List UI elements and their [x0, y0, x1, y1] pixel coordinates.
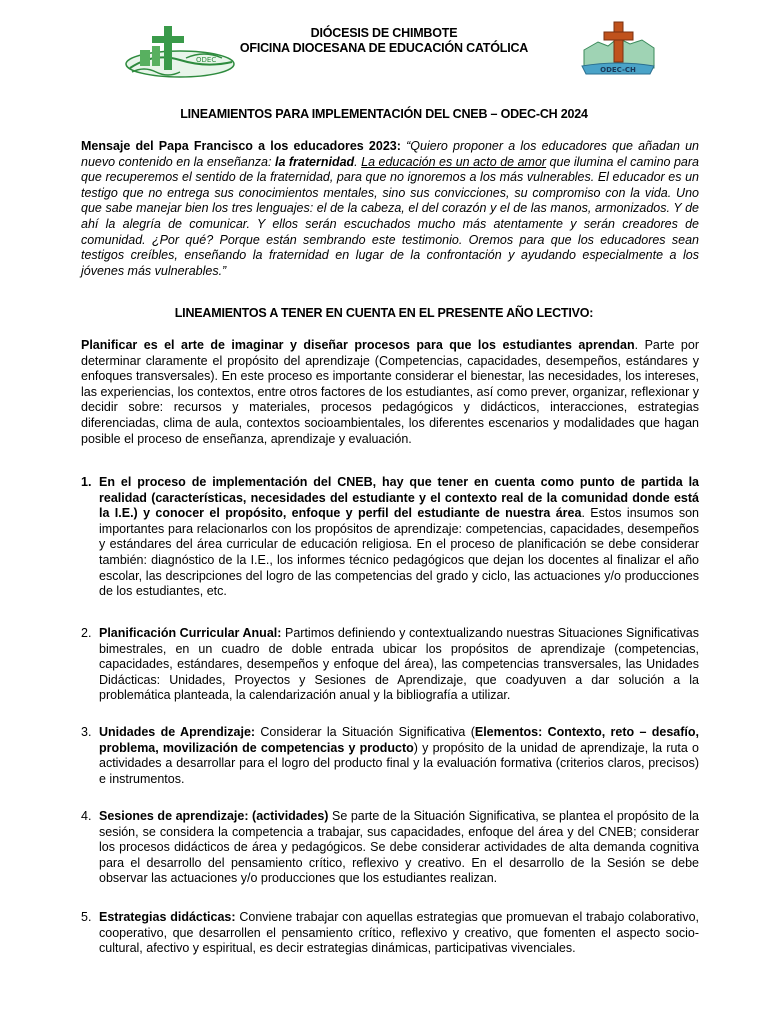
message-underlined: La educación es un acto de amor: [361, 154, 547, 169]
item-text: Se parte de la Situación Significativa, se plantea el propósito de la sesión, se considera la competencia a trabajar, sus capacidades, enfoque del área y del CNEB; considerar los procesos didácticos de área y pedagógicos. Se debe considerar actividades de alta demanda cognitiva para el desarrollo del pensamiento crítico, reflexivo y creativo. En el desarrollo de la Sesión se debe observar las actuaciones y/o producciones que los estudiantes realizan.: [99, 809, 699, 886]
message-lead: Mensaje del Papa Francisco a los educadores 2023:: [81, 139, 401, 153]
intro-text: . Parte por determinar claramente el propósito del aprendizaje (Competencias, capacidades, desempeños, estándares y enfoques transversales). En este proceso es importante considerar el bienestar, las necesidades, los intereses, las experiencias, los contextos, entre otros factores de los estudiantes, así como prever, organizar, reflexionar y decidir sobre: recursos y materiales, procesos pedagógicos y didácticos, interacciones, estrategias diferenciadas, clima de aula, contextos socioambientales, los diferentes escenarios y modalidades que hagan posible el proceso de enseñanza, aprendizaje y evaluación.: [81, 338, 699, 446]
item-heading: Unidades de Aprendizaje:: [99, 725, 256, 739]
header-diocese: DIÓCESIS DE CHIMBOTE: [310, 26, 458, 40]
item-text: . Estos insumos son importantes para relacionarlos con los propósitos de aprendizaje: competencias, capacidades, desempeños y estándares del área curricular de educación religiosa. En el proceso de planificación se debe considerar también: diagnóstico de la I.E., los informes técnico pedagógicos que dejan los docentes al finalizar el año escolar, las descripciones del logro de las competencias del grado y ciclo, las actuaciones y/o producciones de los estudiantes, etc.: [99, 506, 699, 599]
message-quote-part1: “Quiero proponer a los educadores que añadan un nuevo contenido en la enseñanza:: [81, 139, 699, 169]
item-text: Conviene trabajar con aquellas estrategias que promuevan el trabajo colaborativo, cooperativo, que desarrollen el pensamiento crítico, reflexivo y creativo, que fomenten el aspecto socio-cultural, afectivo y espiritual, es decir estrategias dinámicas, participativas vivenciales.: [99, 910, 700, 956]
list-item: [81, 910, 699, 957]
message-quote-part3: que ilumina el camino para que recuperemos el sentido de la fraternidad, para que no ignoremos a los más vulnerables. El educador es un testigo que no entrega sus conocimientos mentales, sino sus convicciones, su compromiso con la vida. Uno que sabe manejar bien los tres lenguajes: el de la cabeza, el del corazón y el de las manos, armonizados. Y de ahí la alegría de comunicar. Y ellos serán escuchados mucho más atentamente y serán creadores de comunidad. ¿Por qué? Porque están sembrando este testimonio. Oremos para que los educadores sean testigos creíbles, enseñando la fraternidad en lugar de la confrontación y ayudando especialmente a los jóvenes más vulnerables.”: [81, 154, 699, 278]
svg-text:ODEC-CH: ODEC-CH: [600, 66, 636, 74]
item-heading: Sesiones de aprendizaje: (actividades): [99, 809, 329, 823]
list-item: [81, 725, 699, 787]
svg-text:ODEC: ODEC: [196, 56, 217, 64]
item-heading: Estrategias didácticas:: [99, 910, 236, 924]
header-office: OFICINA DIOCESANA DE EDUCACIÓN CATÓLICA: [239, 41, 529, 55]
list-number: 5.: [81, 910, 92, 924]
message-quote-part2: .: [354, 154, 362, 169]
list-item: [81, 475, 699, 600]
item-text: Partimos definiendo y contextualizando nuestras Situaciones Significativas bimestrales, en un cuadro de doble entrada ubicar los propósitos de aprendizaje (competencias, capacidades, estándares, desempeños y enfoque del área), las competencias transversales, las Unidades Didácticas: Unidades, Proyectos y Sesiones de Aprendizaje, que coadyuven a dar solución a la problemática planteada, la calendarización anual y la bibliografía a utilizar.: [99, 626, 700, 703]
list-item: [81, 626, 699, 704]
item-heading: Planificación Curricular Anual:: [99, 626, 282, 640]
item-elements: Elementos: Contexto, reto – desafío, problema, movilización de competencias y producto: [99, 725, 699, 755]
item-text: ) y propósito de la unidad de aprendizaje, la ruta o actividades a desarrollar para el logro del producto final y la evaluación formativa (criterios claros, precisos) e instrumentos.: [99, 740, 699, 786]
list-number: 1.: [81, 475, 92, 489]
list-item: [81, 809, 699, 887]
list-number: 2.: [81, 626, 92, 640]
intro-bold: Planificar es el arte de imaginar y diseñar procesos para que los estudiantes aprendan: [81, 338, 635, 352]
intro-paragraph: [81, 338, 699, 447]
item-text-a: Considerar la Situación Significativa (: [255, 725, 475, 739]
item-heading: En el proceso de implementación del CNEB, hay que tener en cuenta como punto de partida la realidad (características, necesidades del estudiante y el contexto real de la comunidad donde está la I.E.) y conocer el propósito, enfoque y perfil del estudiante de nuestra área: [99, 475, 699, 521]
document-title: LINEAMIENTOS PARA IMPLEMENTACIÓN DEL CNEB – ODEC-CH 2024: [180, 107, 588, 121]
list-number: 3.: [81, 725, 92, 739]
list-number: 4.: [81, 809, 92, 823]
section-title: LINEAMIENTOS A TENER EN CUENTA EN EL PRESENTE AÑO LECTIVO:: [174, 306, 594, 320]
message-fraternidad: la fraternidad: [274, 154, 355, 169]
pope-message: [81, 139, 699, 279]
